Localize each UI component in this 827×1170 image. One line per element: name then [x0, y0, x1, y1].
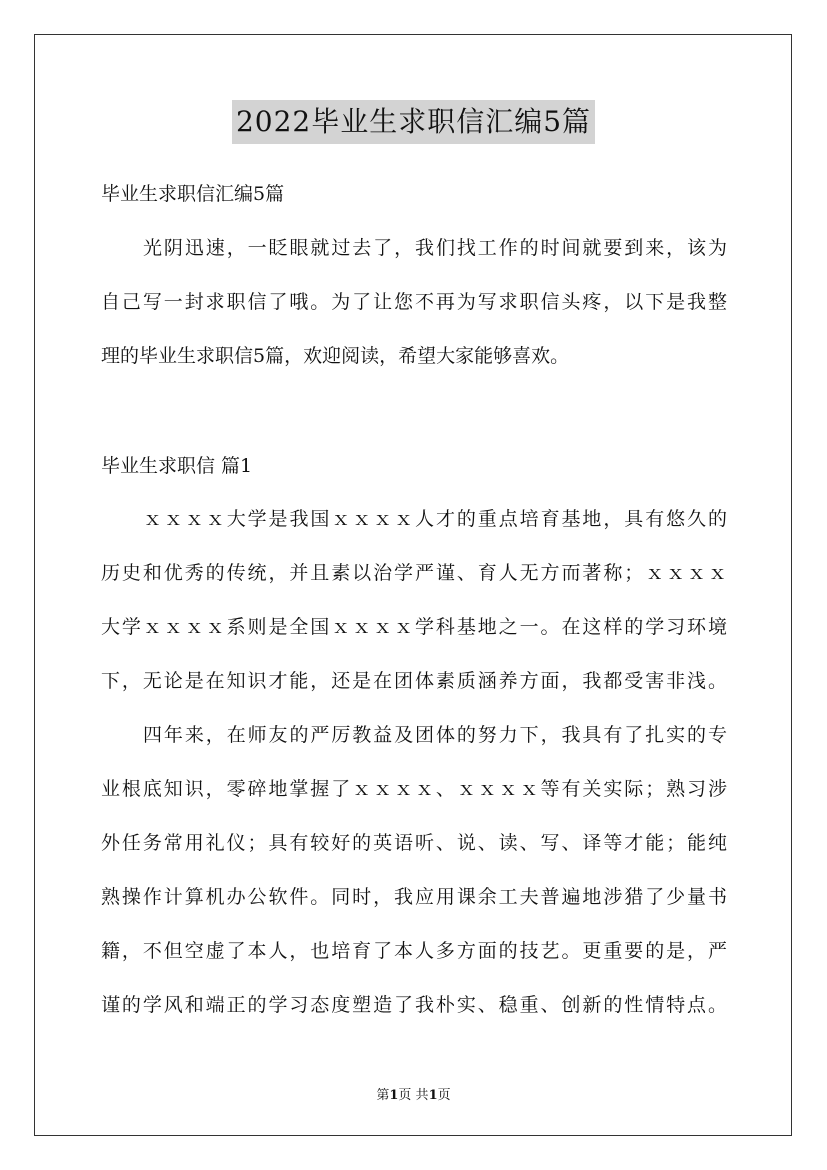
paragraph2-line-6: 谨的学风和端正的学习态度塑造了我朴实、稳重、创新的性情特点。 [101, 994, 727, 1016]
paragraph1-line-3: 大学ｘｘｘｘ系则是全国ｘｘｘｘ学科基地之一。在这样的学习环境 [101, 616, 727, 638]
footer-prefix: 第 [376, 1088, 390, 1103]
paragraph1-line-2: 历史和优秀的传统，并且素以治学严谨、育人无方而著称；ｘｘｘｘ [101, 562, 727, 584]
footer-suffix: 页 [437, 1088, 451, 1103]
document-title [0, 100, 827, 144]
document-title-text: 2022毕业生求职信汇编5篇 [232, 100, 595, 144]
paragraph2-line-1: 四年来，在师友的严厉教益及团体的努力下，我具有了扎实的专 [143, 724, 727, 746]
paragraph1-line-1: ｘｘｘｘ大学是我国ｘｘｘｘ人才的重点培育基地，具有悠久的 [143, 508, 727, 530]
footer-mid: 页 共 [398, 1088, 429, 1103]
page-footer [0, 1084, 827, 1103]
footer-page-number: 1 [389, 1088, 399, 1103]
intro-line-1: 光阴迅速，一眨眼就过去了，我们找工作的时间就要到来，该为 [143, 237, 727, 259]
section-heading: 毕业生求职信 篇1 [101, 455, 253, 477]
paragraph2-line-2: 业根底知识，零碎地掌握了ｘｘｘｘ、ｘｘｘｘ等有关实际；熟习涉 [101, 778, 727, 800]
paragraph1-line-4: 下，无论是在知识才能，还是在团体素质涵养方面，我都受害非浅。 [101, 670, 727, 692]
subtitle: 毕业生求职信汇编5篇 [101, 183, 285, 205]
footer-page-total: 1 [428, 1088, 438, 1103]
intro-line-2: 自己写一封求职信了哦。为了让您不再为写求职信头疼，以下是我整 [101, 291, 727, 313]
paragraph2-line-5: 籍，不但空虚了本人，也培育了本人多方面的技艺。更重要的是，严 [101, 940, 727, 962]
paragraph2-line-4: 熟操作计算机办公软件。同时，我应用课余工夫普遍地涉猎了少量书 [101, 886, 727, 908]
paragraph2-line-3: 外任务常用礼仪；具有较好的英语听、说、读、写、译等才能；能纯 [101, 832, 727, 854]
intro-line-3: 理的毕业生求职信5篇，欢迎阅读，希望大家能够喜欢。 [101, 345, 570, 367]
